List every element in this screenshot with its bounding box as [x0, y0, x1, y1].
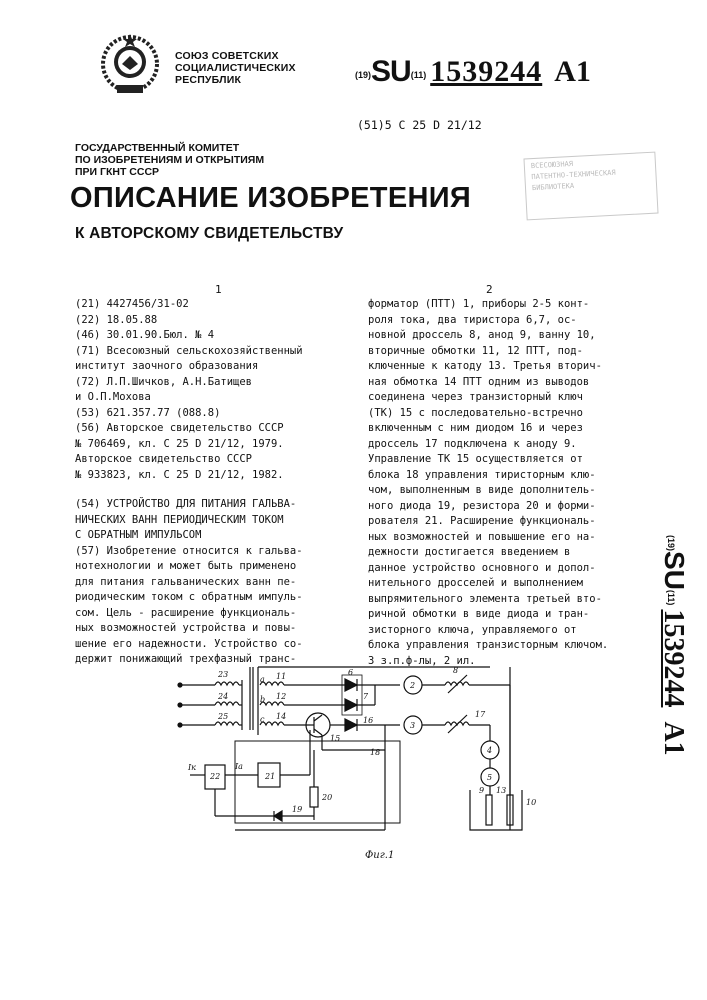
biblio-line: (56) Авторское свидетельство СССР: [75, 422, 284, 434]
biblio-line: и О.П.Мохова: [75, 391, 151, 403]
biblio-line: (46) 30.01.90.Бюл. № 4: [75, 329, 215, 341]
label-4: 4: [487, 746, 493, 755]
label-c: c: [260, 715, 265, 724]
abstract-line: для питания гальванических ванн пе-: [75, 575, 297, 588]
right-column: [368, 297, 628, 669]
union-name-line: СОЮЗ СОВЕТСКИХ: [175, 50, 279, 62]
label-16: 16: [363, 716, 374, 725]
title-line: (54) УСТРОЙСТВО ДЛЯ ПИТАНИЯ ГАЛЬВА-: [75, 498, 297, 510]
label-20: 20: [322, 793, 333, 802]
text-line: включенным с ним диодом 16 и через: [368, 422, 583, 434]
text-line: дроссель 17 подключена к аноду 9.: [368, 437, 577, 450]
label-19: 19: [292, 805, 303, 814]
text-line: ричной обмотки в виде диода и тран-: [368, 608, 590, 620]
left-column: [75, 297, 340, 668]
label-23: 23: [218, 670, 229, 679]
stamp-line: БИБЛИОТЕКА: [531, 181, 575, 193]
patent-number: 1539244: [658, 609, 689, 708]
label-15: 15: [330, 734, 341, 743]
text-line: роля тока, два тиристора 6,7, ос-: [368, 313, 577, 326]
label-17: 17: [475, 710, 486, 719]
text-line: блока управления транзисторным ключом.: [368, 639, 609, 651]
text-line: ключенные к катоду 13. Третья вторич-: [368, 360, 602, 372]
patent-number: 1539244: [430, 55, 543, 88]
number-code: (11): [666, 589, 676, 606]
text-line: чом, выполненным в виде дополнитель-: [368, 484, 596, 496]
abstract-line: шение его надежности. Устройство со-: [75, 637, 303, 650]
label-18: 18: [370, 748, 381, 757]
biblio-line: (71) Всесоюзный сельскохозяйственный: [75, 344, 303, 357]
abstract-line: нотехнологии и может быть применено: [75, 560, 297, 572]
text-line: форматор (ПТТ) 1, приборы 2-5 конт-: [368, 298, 590, 310]
label-24: 24: [218, 692, 229, 701]
column-number-right: 2: [486, 283, 493, 296]
text-line: выпрямительного элемента третьей вто-: [368, 592, 602, 605]
committee: [75, 142, 315, 178]
biblio-line: № 706469, кл. С 25 D 21/12, 1979.: [75, 437, 284, 450]
side-patent-number: [640, 535, 695, 835]
ipc-classification: (51)5 С 25 D 21/12: [357, 118, 482, 132]
title-line: С ОБРАТНЫМ ИМПУЛЬСОМ: [75, 529, 202, 541]
label-ia: Iа: [235, 762, 243, 771]
label-11: 11: [276, 672, 287, 681]
figure-caption: Фиг.1: [365, 850, 395, 861]
label-25: 25: [218, 712, 229, 721]
text-line: ных возможностей и повышение его на-: [368, 530, 596, 543]
label-22: 22: [210, 772, 221, 781]
text-line: (ТК) 15 с последовательно-встречно: [368, 406, 583, 419]
union-name-line: СОЦИАЛИСТИЧЕСКИХ: [175, 62, 296, 74]
label-13: 13: [496, 786, 507, 795]
text-line: новной дроссель 8, анод 9, ванну 10,: [368, 329, 596, 341]
circuit-diagram: [170, 655, 540, 855]
label-a: a: [260, 675, 265, 684]
biblio-line: (72) Л.П.Шичков, А.Н.Батищев: [75, 375, 253, 388]
document-title: ОПИСАНИЕ ИЗОБРЕТЕНИЯ: [70, 182, 471, 214]
label-21: 21: [265, 772, 276, 781]
committee-line: ПО ИЗОБРЕТЕНИЯМ И ОТКРЫТИЯМ: [75, 154, 265, 166]
label-10: 10: [526, 798, 537, 807]
label-3: 3: [410, 721, 416, 730]
title-line: НИЧЕСКИХ ВАНН ПЕРИОДИЧЕСКИМ ТОКОМ: [75, 513, 284, 526]
text-line: 3 з.п.ф-лы, 2 ил.: [368, 654, 476, 667]
country: SU: [371, 55, 411, 88]
abstract-line: держит понижающий трехфазный транс-: [75, 653, 297, 665]
label-b: b: [260, 695, 266, 704]
union-name: [175, 50, 305, 86]
label-9: 9: [479, 786, 485, 795]
label-5: 5: [487, 773, 493, 782]
chokes: [445, 675, 510, 830]
committee-line: ПРИ ГКНТ СССР: [75, 166, 160, 178]
text-line: дежности достигается введением в: [368, 546, 571, 558]
column-number-left: 1: [215, 283, 222, 296]
text-line: зисторного ключа, управляемого от: [368, 623, 577, 636]
abstract-line: ных возможностей устройства и повы-: [75, 622, 297, 634]
text-line: вторичные обмотки 11, 12 ПТТ, под-: [368, 344, 583, 357]
text-line: рователя 21. Расширение функциональ-: [368, 515, 596, 527]
label-2: 2: [410, 681, 416, 690]
label-6: 6: [348, 668, 354, 677]
patent-kind: A1: [658, 721, 689, 756]
biblio-line: (22) 18.05.88: [75, 313, 158, 326]
number-code: (11): [410, 70, 427, 80]
biblio-line: № 933823, кл. С 25 D 21/12, 1982.: [75, 468, 284, 481]
committee-line: ГОСУДАРСТВЕННЫЙ КОМИТЕТ: [75, 142, 240, 154]
patent-kind: A1: [554, 55, 591, 88]
text-line: ная обмотка 14 ПТТ одним из выводов: [368, 375, 590, 388]
country: SU: [659, 551, 690, 590]
abstract-line: (57) Изобретение относится к гальва-: [75, 544, 303, 557]
label-7: 7: [363, 692, 369, 701]
abstract-line: риодическим током с обратным импуль-: [75, 591, 303, 603]
country-code: (19): [666, 535, 676, 552]
country-code: (19): [355, 70, 372, 80]
text-line: Управление ТК 15 осуществляется от: [368, 453, 583, 465]
text-line: блока 18 управления тиристорным клю-: [368, 468, 596, 481]
state-emblem: [95, 30, 165, 100]
meters: [404, 676, 499, 786]
document-subtitle: К АВТОРСКОМУ СВИДЕТЕЛЬСТВУ: [75, 225, 344, 242]
text-line: нительного дросселей и выполнением: [368, 577, 583, 589]
biblio-line: (53) 621.357.77 (088.8): [75, 406, 221, 419]
text-line: ного диода 19, резистора 20 и форми-: [368, 499, 596, 512]
label-ik: Iк: [188, 763, 196, 772]
label-14: 14: [276, 712, 287, 721]
primary-windings: [178, 667, 253, 730]
stamp-line: ПАТЕНТНО-ТЕХНИЧЕСКАЯ: [531, 168, 616, 182]
biblio-line: Авторское свидетельство СССР: [75, 453, 253, 465]
abstract-line: сом. Цель - расширение функциональ-: [75, 606, 297, 619]
galvanic-bath: [470, 667, 522, 830]
patent-number-header: [355, 55, 591, 89]
biblio-line: институт заочного образования: [75, 360, 259, 372]
label-8: 8: [453, 666, 459, 675]
stamp-line: ВСЕСОЮЗНАЯ: [530, 159, 574, 171]
text-line: соединена через транзисторный ключ: [368, 391, 583, 403]
biblio-line: (21) 4427456/31-02: [75, 298, 189, 310]
text-line: данное устройство основного и допол-: [368, 561, 596, 574]
union-name-line: РЕСПУБЛИК: [175, 74, 242, 86]
label-12: 12: [276, 692, 287, 701]
library-stamp: [523, 152, 658, 221]
